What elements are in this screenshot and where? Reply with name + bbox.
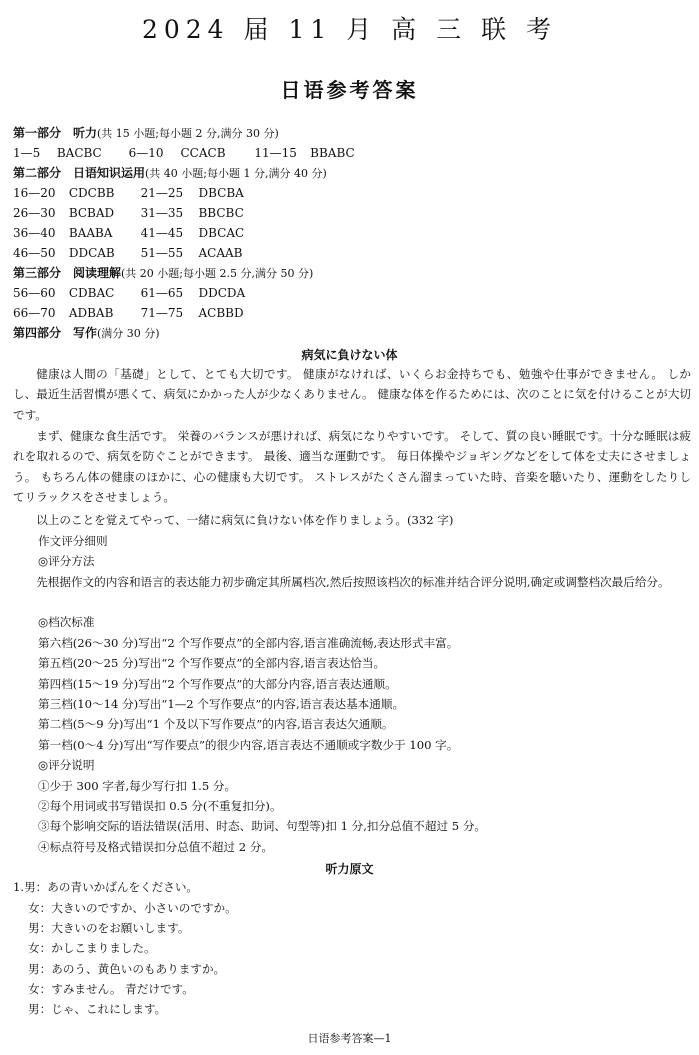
answer-range: 31—35 bbox=[140, 206, 184, 220]
transcript-heading: 听力原文 bbox=[325, 862, 374, 876]
transcript-line: 男：じゃ、これにします。 bbox=[28, 1002, 167, 1016]
transcript-line: 男：大きいのをお願いします。 bbox=[28, 921, 190, 935]
scoring-level: 第三档(10～14 分)写出“1—2 个写作要点”的内容,语言表达基本通顺。 bbox=[38, 697, 405, 711]
essay-paragraph: 健康は人間の「基礎」として、とても大切です。 健康がなければ、いくらお金持ちでも、勉強や仕事ができません。 しかし、最近生活習慣が悪くて、病気にかかった人が少なくありません。 健康な体を作るためには、次のことに気を付けることが大切です。 bbox=[13, 367, 691, 422]
scoring-levels-title: ◎档次标准 bbox=[38, 615, 95, 629]
essay-title: 病気に負けない体 bbox=[301, 348, 398, 362]
answer-letters: ACAAB bbox=[198, 246, 243, 260]
answer-row bbox=[13, 244, 242, 262]
answer-range: 61—65 bbox=[140, 286, 184, 300]
scoring-method-text: 先根据作文的内容和语言的表达能力初步确定其所属档次,然后按照该档次的标准并结合评分说明,确定或调整档次最后给分。 bbox=[36, 575, 670, 589]
transcript-line: 男：あのう、黄色いのもありますか。 bbox=[28, 962, 226, 976]
speaker: 女 bbox=[28, 901, 40, 915]
answer-letters: BBCBC bbox=[198, 206, 244, 220]
section-heading bbox=[13, 164, 327, 182]
section-heading bbox=[13, 324, 160, 342]
answer-letters: DBCAC bbox=[198, 226, 245, 240]
answer-range: 71—75 bbox=[140, 306, 184, 320]
utterance: かしこまりました。 bbox=[51, 941, 156, 955]
answer-letters: BAABA bbox=[68, 226, 113, 240]
speaker: 男 bbox=[28, 1002, 40, 1016]
scoring-notes-title: ◎评分说明 bbox=[38, 758, 95, 772]
answer-range: 6—10 bbox=[128, 146, 164, 160]
utterance: あの青いかばんをください。 bbox=[47, 880, 199, 894]
answer-row bbox=[13, 304, 244, 322]
page-footer: 日语参考答案—1 bbox=[307, 1032, 392, 1045]
answer-row bbox=[13, 204, 244, 222]
answer-row bbox=[13, 144, 355, 162]
answer-letters: ADBAB bbox=[68, 306, 114, 320]
section-name: 第四部分 写作 bbox=[13, 326, 98, 340]
answer-row bbox=[13, 224, 244, 242]
answer-range: 56—60 bbox=[13, 286, 56, 300]
scoring-note: ④标点符号及格式错误扣分总值不超过 2 分。 bbox=[38, 840, 274, 854]
answer-range: 46—50 bbox=[13, 246, 56, 260]
answer-range: 26—30 bbox=[13, 206, 56, 220]
answer-range: 11—15 bbox=[254, 146, 297, 160]
scoring-note: ②每个用词或书写错误扣 0.5 分(不重复扣分)。 bbox=[38, 799, 282, 813]
utterance: 大きいのをお願いします。 bbox=[51, 921, 190, 935]
exam-title: 2024 届 11 月 高 三 联 考 bbox=[141, 15, 558, 44]
answer-title: 日语参考答案 bbox=[280, 78, 419, 102]
section-note: (共 15 小题;每小题 2 分,满分 30 分) bbox=[97, 127, 279, 140]
answer-letters: BBABC bbox=[310, 146, 355, 160]
speaker: 男 bbox=[28, 921, 40, 935]
essay-paragraph: まず、健康な食生活です。 栄養のバランスが悪ければ、病気になりやすいです。 そして、質の良い睡眠です。十分な睡眠は疲れを取れるので、病気を防ぐことができます。 最後、適当な運動です。 毎日体操やジョギングなどをして体を丈夫にさせましょう。 もちろん体の健康のほかに、心の健康も大切です。 ストレスがたくさん溜まっていた時、音楽を聴いたり、運動をしたりしてリラックスをさせましょう。 bbox=[13, 429, 691, 505]
answer-range: 16—20 bbox=[13, 186, 56, 200]
answer-row bbox=[13, 284, 245, 302]
answer-letters: DDCAB bbox=[68, 246, 115, 260]
section-name: 第三部分 阅读理解 bbox=[13, 266, 122, 280]
utterance: 大きいのですか、小さいのですか。 bbox=[51, 901, 237, 915]
section-name: 第一部分 听力 bbox=[13, 126, 98, 140]
answer-letters: BCBAD bbox=[68, 206, 115, 220]
transcript-line: 1.男：あの青いかばんをください。 bbox=[13, 880, 199, 894]
scoring-level: 第六档(26～30 分)写出“2 个写作要点”的全部内容,语言准确流畅,表达形式丰富。 bbox=[38, 636, 459, 650]
answer-letters: DBCBA bbox=[198, 186, 244, 200]
utterance: すみません。 青だけです。 bbox=[51, 982, 194, 996]
answer-letters: ACBBD bbox=[198, 306, 244, 320]
answer-range: 51—55 bbox=[140, 246, 184, 260]
essay-paragraph: 以上のことを覚えてやって、一緒に病気に負けない体を作りましょう。(332 字) bbox=[36, 513, 454, 527]
utterance: じゃ、これにします。 bbox=[51, 1002, 167, 1016]
scoring-level: 第五档(20～25 分)写出“2 个写作要点”的全部内容,语言表达恰当。 bbox=[38, 656, 386, 670]
answer-row bbox=[13, 184, 244, 202]
speaker: 男 bbox=[28, 962, 40, 976]
utterance: あのう、黄色いのもありますか。 bbox=[51, 962, 226, 976]
answer-range: 41—45 bbox=[140, 226, 184, 240]
scoring-level: 第一档(0～4 分)写出“写作要点”的很少内容,语言表达不通顺或字数少于 100 字。 bbox=[38, 738, 459, 752]
answer-letters: CCACB bbox=[180, 146, 226, 160]
speaker: 女 bbox=[28, 941, 40, 955]
answer-letters: DDCDA bbox=[198, 286, 246, 300]
answer-range: 21—25 bbox=[140, 186, 184, 200]
scoring-level: 第二档(5～9 分)写出“1 个及以下写作要点”的内容,语言表达欠通顺。 bbox=[38, 717, 394, 731]
answer-letters: BACBC bbox=[56, 146, 102, 160]
answer-range: 66—70 bbox=[13, 306, 56, 320]
section-note: (满分 30 分) bbox=[97, 327, 160, 340]
answer-letters: CDCBB bbox=[68, 186, 115, 200]
scoring-note: ①少于 300 字者,每少写行扣 1.5 分。 bbox=[38, 779, 237, 793]
scoring-note: ③每个影响交际的语法错误(活用、时态、助词、句型等)扣 1 分,扣分总值不超过 5 分。 bbox=[38, 819, 487, 833]
section-note: (共 20 小题;每小题 2.5 分,满分 50 分) bbox=[121, 267, 314, 280]
speaker: 女 bbox=[28, 982, 40, 996]
section-heading bbox=[13, 124, 279, 142]
section-name: 第二部分 日语知识运用 bbox=[13, 166, 146, 180]
answer-range: 1—5 bbox=[13, 146, 41, 160]
transcript-line: 女：かしこまりました。 bbox=[28, 941, 156, 955]
answer-range: 36—40 bbox=[13, 226, 56, 240]
section-note: (共 40 小题;每小题 1 分,满分 40 分) bbox=[145, 167, 327, 180]
item-number: 1. bbox=[13, 880, 25, 894]
transcript-line: 女：すみません。 青だけです。 bbox=[28, 982, 194, 996]
speaker: 男 bbox=[24, 880, 36, 894]
scoring-heading: 作文评分细则 bbox=[38, 534, 108, 548]
scoring-level: 第四档(15～19 分)写出“2 个写作要点”的大部分内容,语言表达通顺。 bbox=[38, 677, 397, 691]
scoring-method-title: ◎评分方法 bbox=[38, 554, 95, 568]
answer-letters: CDBAC bbox=[68, 286, 115, 300]
section-heading bbox=[13, 264, 313, 282]
transcript-line: 女：大きいのですか、小さいのですか。 bbox=[28, 901, 237, 915]
